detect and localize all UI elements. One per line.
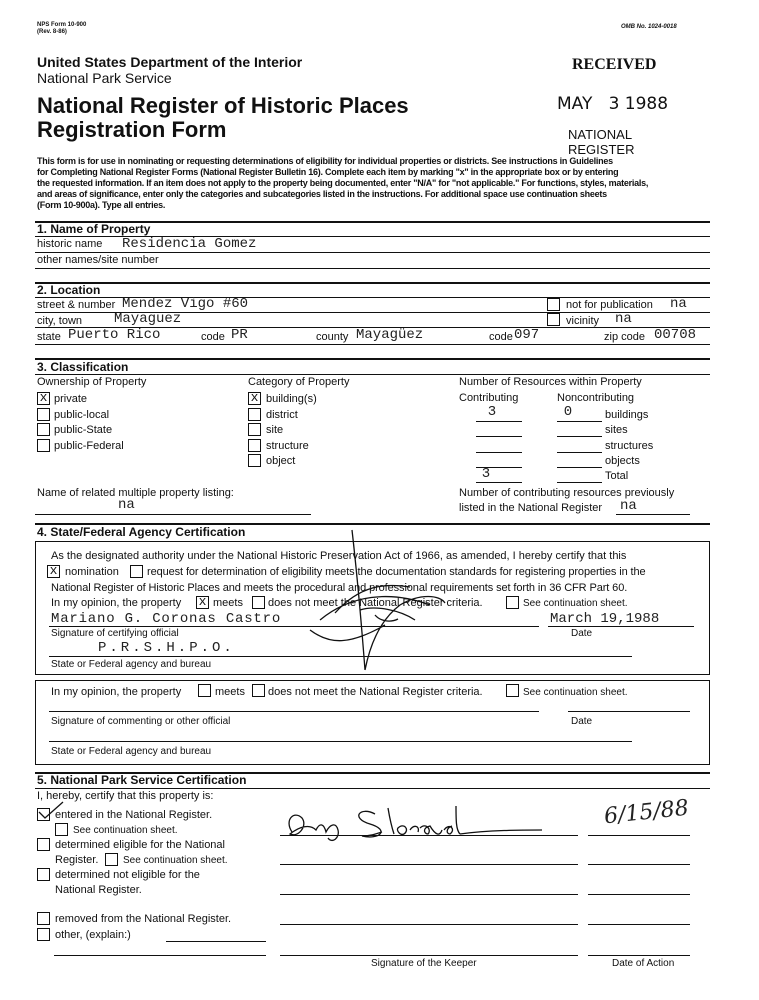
rule xyxy=(35,344,710,345)
action-date-handwritten: 6/15/88 xyxy=(602,795,690,830)
rule xyxy=(35,514,311,515)
entered-continuation-label: See continuation sheet. xyxy=(73,825,178,836)
row-total: Total xyxy=(605,470,629,482)
comment-continuation-checkbox[interactable] xyxy=(506,684,519,697)
category-structure-checkbox[interactable] xyxy=(248,439,261,452)
eligible-label-2: Register. xyxy=(55,854,99,866)
county-code-value[interactable]: 097 xyxy=(514,327,540,343)
historic-name-value[interactable]: Residencia Gomez xyxy=(122,236,257,252)
rule xyxy=(557,452,602,453)
form-number: NPS Form 10-900 xyxy=(37,22,87,28)
comment-signature-label: Signature of commenting or other official xyxy=(51,716,231,727)
multiple-listing-value[interactable]: na xyxy=(118,497,135,513)
zip-value[interactable]: 00708 xyxy=(654,327,697,343)
opinion-label: In my opinion, the property xyxy=(51,597,182,609)
department: United States Department of the Interior xyxy=(37,54,303,70)
rule xyxy=(280,864,578,865)
does-not-meet-checkbox[interactable] xyxy=(252,596,265,609)
rule xyxy=(49,711,539,712)
certification-date[interactable]: March 19,1988 xyxy=(550,611,660,627)
not-for-publication-label: not for publication xyxy=(566,299,653,311)
meets-checkbox[interactable]: x xyxy=(196,596,209,609)
ownership-public-federal-label: public-Federal xyxy=(54,440,124,452)
agency-value[interactable]: P.R.S.H.P.O. xyxy=(98,640,235,656)
noncontributing-buildings[interactable]: 0 xyxy=(563,404,573,420)
multiple-listing-label: Name of related multiple property listing: xyxy=(37,487,234,499)
rule xyxy=(280,955,578,956)
ownership-public-federal-checkbox[interactable] xyxy=(37,439,50,452)
rule xyxy=(588,835,690,836)
received-stamp: RECEIVED xyxy=(572,56,657,73)
comment-continuation-label: See continuation sheet. xyxy=(523,687,628,698)
rule xyxy=(476,452,522,453)
stamp-national: NATIONAL xyxy=(568,127,633,142)
rule xyxy=(35,788,710,789)
entered-label: entered in the National Register. xyxy=(55,809,213,821)
nomination-label: nomination xyxy=(65,566,119,578)
stamp-register: REGISTER xyxy=(568,142,635,157)
comment-opinion-label: In my opinion, the property xyxy=(51,686,182,698)
rule xyxy=(588,924,690,925)
section-1-heading: 1. Name of Property xyxy=(37,222,151,236)
rule xyxy=(54,955,266,956)
category-object-label: object xyxy=(266,455,296,467)
cert-line-1: As the designated authority under the National Historic Preservation Act of 1966, as amended, I hereby certify that this xyxy=(51,550,627,562)
rule xyxy=(49,741,632,742)
keeper-signature xyxy=(280,800,570,845)
category-heading: Category of Property xyxy=(248,376,350,388)
not-eligible-checkbox[interactable] xyxy=(37,868,50,881)
not-eligible-label-2: National Register. xyxy=(55,884,142,896)
contributing-heading: Contributing xyxy=(459,392,519,404)
row-buildings: buildings xyxy=(605,409,649,421)
instructions-line-5: (Form 10-900a). Type all entries. xyxy=(37,200,166,210)
not-for-publication-value: na xyxy=(670,296,687,312)
contributing-buildings[interactable]: 3 xyxy=(487,404,497,420)
rule xyxy=(476,421,522,422)
rule xyxy=(476,436,522,437)
street-value[interactable]: Mendez Vigo #60 xyxy=(122,296,249,312)
removed-checkbox[interactable] xyxy=(37,912,50,925)
comment-meets-checkbox[interactable] xyxy=(198,684,211,697)
comment-does-not-meet-checkbox[interactable] xyxy=(252,684,265,697)
category-site-label: site xyxy=(266,424,284,436)
ownership-private-checkbox[interactable]: x xyxy=(37,392,50,405)
eligible-checkbox[interactable] xyxy=(37,838,50,851)
vicinity-value: na xyxy=(615,311,632,327)
rule xyxy=(476,482,522,483)
certifying-signature-label: Signature of certifying official xyxy=(51,628,179,639)
determination-request-checkbox[interactable] xyxy=(130,565,143,578)
does-not-meet-label: does not meet the National Register criteria. xyxy=(268,597,483,609)
removed-label: removed from the National Register. xyxy=(55,913,232,925)
category-structure-label: structure xyxy=(266,440,309,452)
historic-name-label: historic name xyxy=(37,238,103,250)
vicinity-checkbox[interactable] xyxy=(547,313,560,326)
instructions-line-4: and areas of significance, enter only the categories and subcategories listed in the instructions. For additional space use continuation sheets xyxy=(37,189,607,199)
zip-label: zip code xyxy=(604,331,645,343)
continuation-sheet-checkbox[interactable] xyxy=(506,596,519,609)
other-label: other, (explain:) xyxy=(55,929,131,941)
form-revision: (Rev. 8-86) xyxy=(37,29,67,35)
eligible-label-1: determined eligible for the National xyxy=(55,839,225,851)
rule xyxy=(588,864,690,865)
city-value[interactable]: Mayaguez xyxy=(114,311,182,327)
section-3-heading: 3. Classification xyxy=(37,360,129,374)
contributing-total[interactable]: 3 xyxy=(481,466,491,482)
ownership-public-state-label: public-State xyxy=(54,424,113,436)
cert-line-2: request for determination of eligibility meets the documentation standards for registering properties in the xyxy=(147,566,646,578)
eligible-continuation-label: See continuation sheet. xyxy=(123,855,228,866)
form-title-2: Registration Form xyxy=(37,117,227,142)
rule xyxy=(280,894,578,895)
rule xyxy=(557,467,602,468)
street-label: street & number xyxy=(37,299,116,311)
ownership-heading: Ownership of Property xyxy=(37,376,147,388)
keeper-intro: I, hereby, certify that this property is: xyxy=(37,790,214,802)
rule xyxy=(35,282,710,284)
row-objects: objects xyxy=(605,455,640,467)
rule xyxy=(35,268,710,269)
category-district-checkbox[interactable] xyxy=(248,408,261,421)
row-sites: sites xyxy=(605,424,628,436)
received-date-stamp: MAY 3 1988 xyxy=(557,94,669,114)
category-building-checkbox[interactable]: x xyxy=(248,392,261,405)
other-names-label: other names/site number xyxy=(37,254,159,266)
instructions-line-3: the requested information. If an item does not apply to the property being documented, enter "N/A" for "not applicable." For functions, styles, materials, xyxy=(37,178,649,188)
row-structures: structures xyxy=(605,440,654,452)
form-title-1: National Register of Historic Places xyxy=(37,93,409,118)
rule xyxy=(616,514,690,515)
action-date-label: Date of Action xyxy=(612,958,675,969)
meets-label: meets xyxy=(213,597,243,609)
noncontributing-heading: Noncontributing xyxy=(557,392,635,404)
continuation-sheet-label: See continuation sheet. xyxy=(523,598,628,609)
not-eligible-label-1: determined not eligible for the xyxy=(55,869,200,881)
rule xyxy=(166,941,266,942)
state-code-label: code xyxy=(201,331,225,343)
ownership-public-state-checkbox[interactable] xyxy=(37,423,50,436)
instructions xyxy=(37,156,648,211)
comment-agency-label: State or Federal agency and bureau xyxy=(51,746,212,757)
instructions-line-2: for Completing National Register Forms (National Register Bulletin 16). Complete each item by marking "x" in the appropriate box or by entering xyxy=(37,167,619,177)
section-2-heading: 2. Location xyxy=(37,283,101,297)
section-5-heading: 5. National Park Service Certification xyxy=(37,773,247,787)
category-object-checkbox[interactable] xyxy=(248,454,261,467)
category-site-checkbox[interactable] xyxy=(248,423,261,436)
service: National Park Service xyxy=(37,70,172,86)
section-4-heading: 4. State/Federal Agency Certification xyxy=(37,525,246,539)
rule xyxy=(557,482,602,483)
omb-number: OMB No. 1024-0018 xyxy=(621,24,677,30)
county-code-label: code xyxy=(489,331,513,343)
previously-listed-value[interactable]: na xyxy=(620,498,637,514)
rule xyxy=(280,924,578,925)
previously-listed-label-1: Number of contributing resources previously xyxy=(459,487,675,499)
vicinity-label: vicinity xyxy=(566,315,600,327)
comment-does-not-meet-label: does not meet the National Register criteria. xyxy=(268,686,483,698)
instructions-line-1: This form is for use in nominating or requesting determinations of eligibility for individual properties or districts. See instructions in Guidelines xyxy=(37,156,613,166)
previously-listed-label-2: listed in the National Register xyxy=(459,502,603,514)
keeper-signature-label: Signature of the Keeper xyxy=(371,958,477,969)
rule xyxy=(557,436,602,437)
certifier-signature xyxy=(290,525,450,675)
ownership-public-local-label: public-local xyxy=(54,409,110,421)
ownership-public-local-checkbox[interactable] xyxy=(37,408,50,421)
county-value[interactable]: Mayagüez xyxy=(356,327,424,343)
category-building-label: building(s) xyxy=(266,393,317,405)
resources-heading: Number of Resources within Property xyxy=(459,376,642,388)
rule xyxy=(35,252,710,253)
cert-line-3: National Register of Historic Places and meets the procedural and professional requirements set forth in 36 CFR Part 60. xyxy=(51,582,628,594)
other-checkbox[interactable] xyxy=(37,928,50,941)
agency-label: State or Federal agency and bureau xyxy=(51,659,212,670)
rule xyxy=(557,421,602,422)
eligible-continuation-checkbox[interactable] xyxy=(105,853,118,866)
comment-date-label: Date xyxy=(571,716,593,727)
not-for-publication-checkbox[interactable] xyxy=(547,298,560,311)
rule xyxy=(568,711,690,712)
certifier-name[interactable]: Mariano G. Coronas Castro xyxy=(51,611,282,627)
nomination-checkbox[interactable]: x xyxy=(47,565,60,578)
comment-meets-label: meets xyxy=(215,686,245,698)
rule xyxy=(35,358,710,360)
county-label: county xyxy=(316,331,349,343)
state-value[interactable]: Puerto Rico xyxy=(68,327,161,343)
state-label: state xyxy=(37,331,61,343)
rule xyxy=(548,626,694,627)
rule xyxy=(588,955,690,956)
entered-continuation-checkbox[interactable] xyxy=(55,823,68,836)
category-district-label: district xyxy=(266,409,298,421)
rule xyxy=(35,374,710,375)
certifying-date-label: Date xyxy=(571,628,593,639)
state-code-value[interactable]: PR xyxy=(231,327,248,343)
city-label: city, town xyxy=(37,315,83,327)
rule xyxy=(588,894,690,895)
ownership-private-label: private xyxy=(54,393,88,405)
